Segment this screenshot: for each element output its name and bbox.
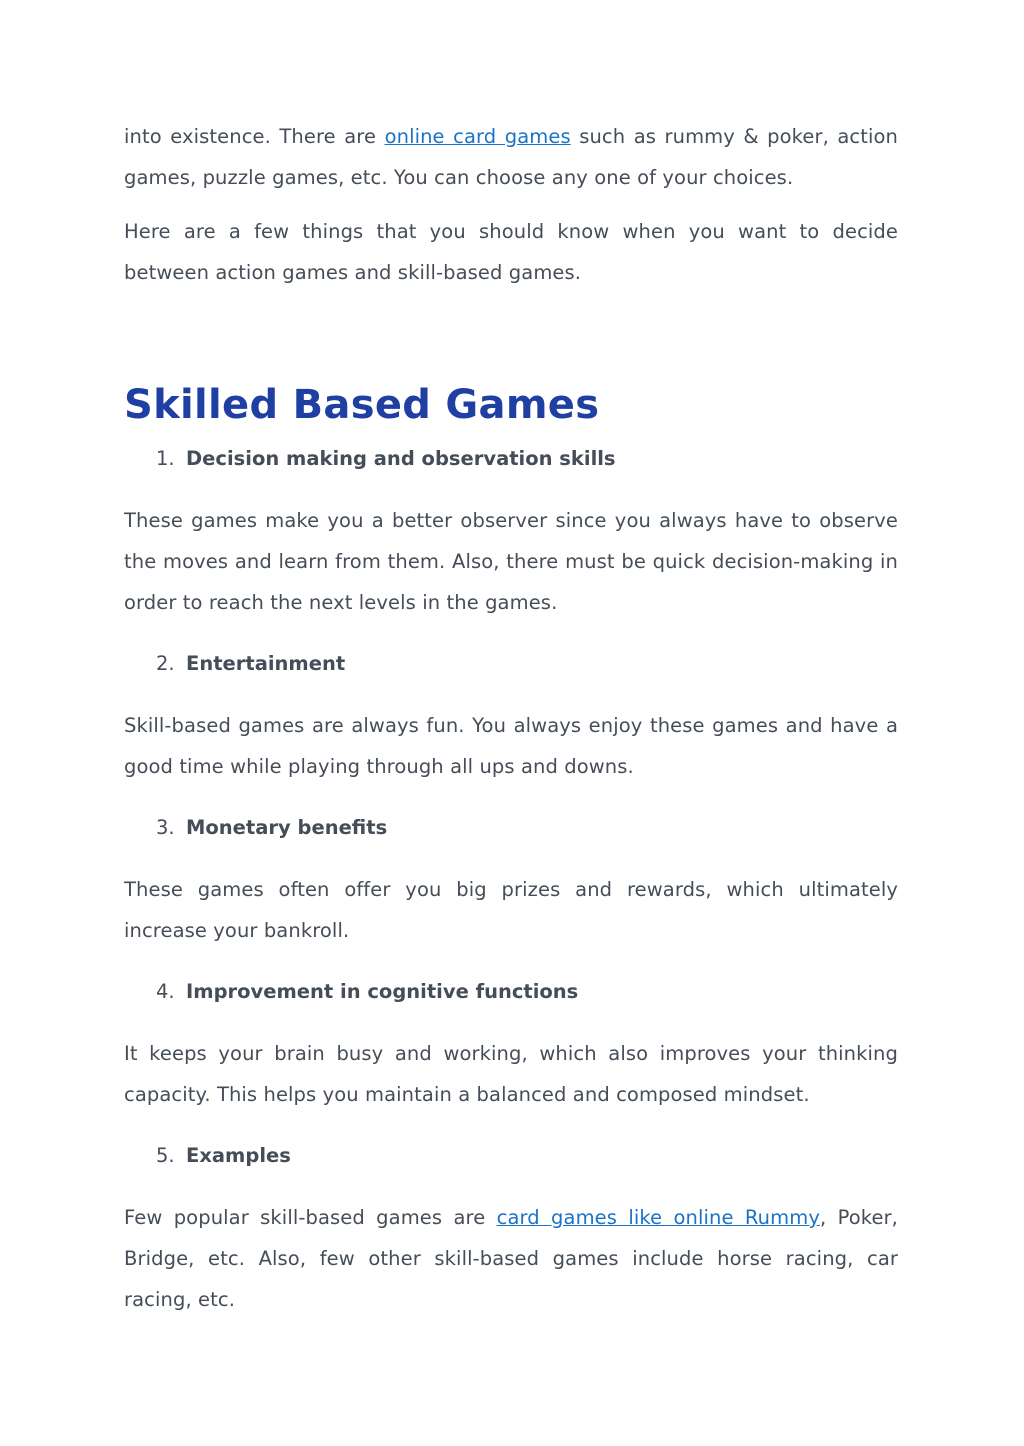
item-3-paragraph: These games often offer you big prizes and rewards, which ultimately increase your bankroll. xyxy=(124,878,898,942)
list-label: Monetary benefits xyxy=(186,816,388,839)
card-games-rummy-link[interactable]: card games like online Rummy xyxy=(496,1206,820,1229)
intro-paragraph-1 xyxy=(124,116,898,198)
list-item-5 xyxy=(124,1142,898,1170)
item-4-paragraph: It keeps your brain busy and working, which also improves your thinking capacity. This helps you maintain a balanced and composed mindset. xyxy=(124,1042,898,1106)
list-label: Examples xyxy=(186,1144,291,1167)
list-item-4 xyxy=(124,978,898,1006)
list-number: 1. xyxy=(156,447,175,470)
intro-text-before: into existence. There are xyxy=(124,125,385,148)
online-card-games-link[interactable]: online card games xyxy=(384,125,571,148)
document-page xyxy=(124,116,898,1320)
list-item-3 xyxy=(124,814,898,842)
intro-text-after: such as rummy & poker, action games, puzzle games, etc. You can choose any one of your choices. xyxy=(124,125,899,189)
list-item-2 xyxy=(124,650,898,678)
section-title: Skilled Based Games xyxy=(124,382,600,428)
list-label: Improvement in cognitive functions xyxy=(186,980,579,1003)
list-number: 4. xyxy=(156,980,175,1003)
item-5-text-after: , Poker, Bridge, etc. Also, few other skill-based games include horse racing, car racing, etc. xyxy=(124,1206,898,1311)
list-item-1 xyxy=(124,445,898,473)
list-number: 3. xyxy=(156,816,175,839)
list-label: Decision making and observation skills xyxy=(186,447,616,470)
intro-paragraph-2: Here are a few things that you should know when you want to decide between action games and skill-based games. xyxy=(124,220,898,284)
item-2-paragraph: Skill-based games are always fun. You always enjoy these games and have a good time while playing through all ups and downs. xyxy=(124,714,898,778)
list-label: Entertainment xyxy=(186,652,346,675)
item-5-paragraph xyxy=(124,1197,898,1320)
item-5-text-before: Few popular skill-based games are xyxy=(124,1206,497,1229)
list-number: 2. xyxy=(156,652,175,675)
list-number: 5. xyxy=(156,1144,175,1167)
item-1-paragraph: These games make you a better observer since you always have to observe the moves and learn from them. Also, there must be quick decision-making in order to reach the next levels in the games. xyxy=(124,509,898,614)
